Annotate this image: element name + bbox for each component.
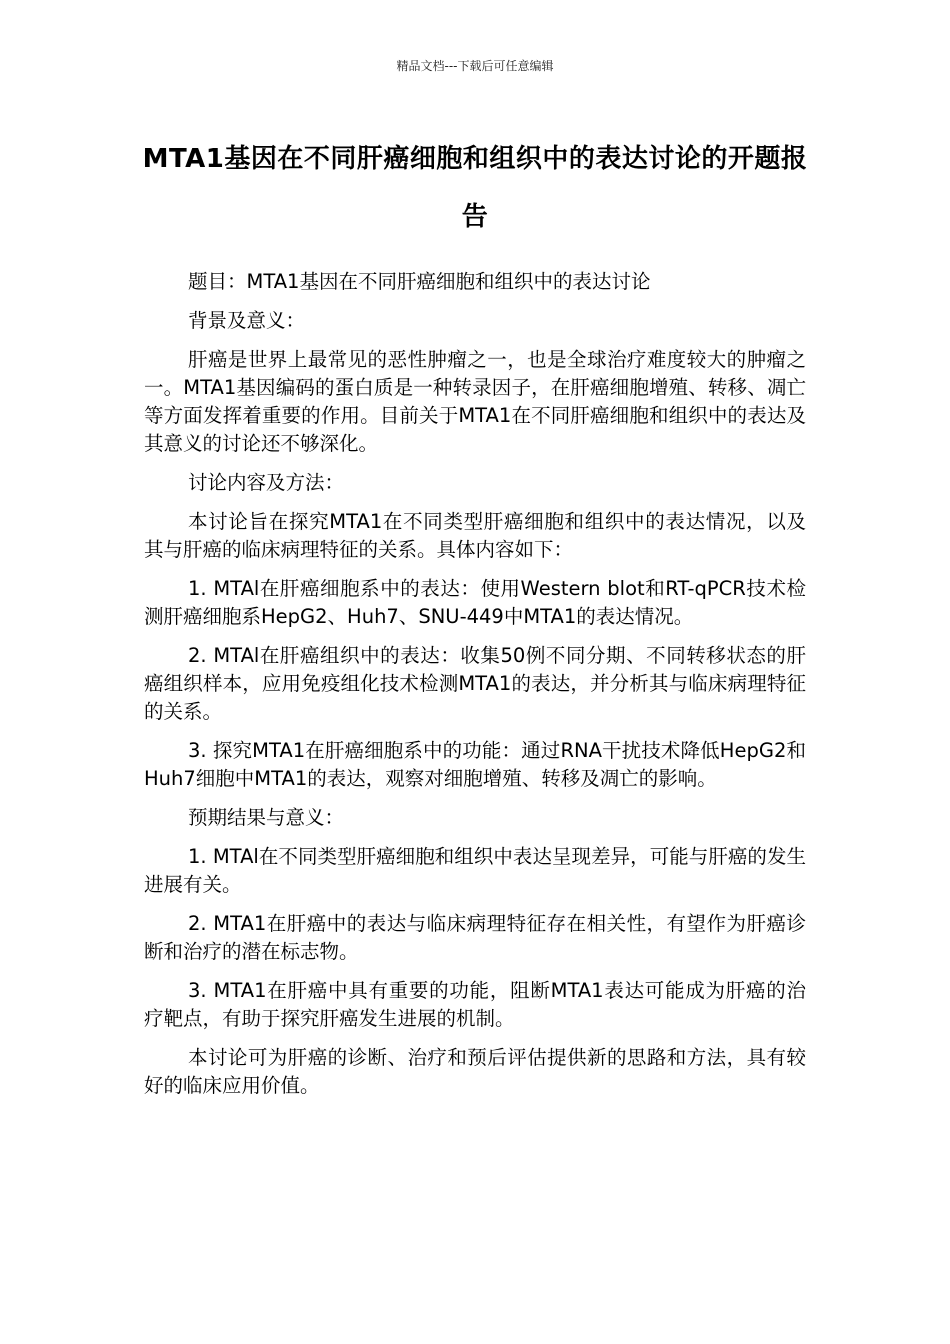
page-header: 精品文档---下载后可任意编辑 [396, 59, 554, 73]
document-title: MTA1基因在不同肝癌细胞和组织中的表达讨论的开题报告 [142, 144, 808, 232]
method-item-1: 1. MTAl在肝癌细胞系中的表达：使用Western blot和RT-qPCR技术检测肝癌细胞系HepG2、Huh7、SNU-449中MTA1的表达情况。 [144, 577, 806, 628]
result-item-2: 2. MTA1在肝癌中的表达与临床病理特征存在相关性，有望作为肝癌诊断和治疗的潜在标志物。 [144, 912, 806, 963]
paragraph-topic: 题目：MTA1基因在不同肝癌细胞和组织中的表达讨论 [188, 270, 651, 293]
paragraph-background: 肝癌是世界上最常见的恶性肿瘤之一，也是全球治疗难度较大的肿瘤之一。MTA1基因编码的蛋白质是一种转录因子，在肝癌细胞增殖、转移、凋亡等方面发挥着重要的作用。目前关于MTA1在不同肝癌细胞和组织中的表达及其意义的讨论还不够深化。 [144, 348, 806, 455]
method-item-3: 3. 探究MTA1在肝癌细胞系中的功能：通过RNA干扰技术降低HepG2和Huh7细胞中MTA1的表达，观察对细胞增殖、转移及凋亡的影响。 [144, 739, 806, 790]
heading-expected-results: 预期结果与意义： [188, 806, 345, 829]
heading-background: 背景及意义： [188, 309, 306, 332]
paragraph-methods-intro: 本讨论旨在探究MTA1在不同类型肝癌细胞和组织中的表达情况，以及其与肝癌的临床病理特征的关系。具体内容如下： [144, 510, 806, 561]
result-item-1: 1. MTAl在不同类型肝癌细胞和组织中表达呈现差异，可能与肝癌的发生进展有关。 [144, 845, 806, 896]
paragraph-conclusion: 本讨论可为肝癌的诊断、治疗和预后评估提供新的思路和方法，具有较好的临床应用价值。 [144, 1046, 806, 1097]
heading-methods: 讨论内容及方法： [188, 471, 345, 494]
document-body [144, 268, 806, 1111]
method-item-2: 2. MTAl在肝癌组织中的表达：收集50例不同分期、不同转移状态的肝癌组织样本，应用免疫组化技术检测MTA1的表达，并分析其与临床病理特征的关系。 [144, 644, 806, 723]
result-item-3: 3. MTA1在肝癌中具有重要的功能，阻断MTA1表达可能成为肝癌的治疗靶点，有助于探究肝癌发生进展的机制。 [144, 979, 806, 1030]
